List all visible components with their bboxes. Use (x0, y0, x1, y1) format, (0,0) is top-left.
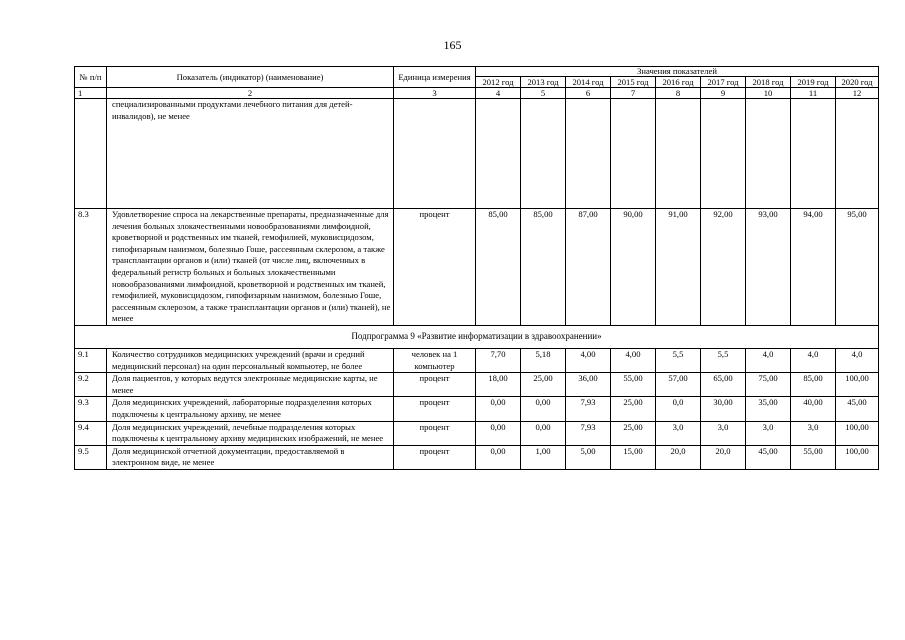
value-cell: 5,5 (656, 348, 701, 372)
value-cell: 4,00 (566, 348, 611, 372)
value-cell: 7,93 (566, 397, 611, 421)
header-year: 2016 год (656, 77, 701, 88)
table-row (75, 373, 879, 397)
value-cell: 75,00 (746, 373, 791, 397)
indicators-table (74, 66, 879, 470)
row-number: 8.3 (75, 209, 107, 326)
value-cell (521, 99, 566, 209)
value-cell: 18,00 (476, 373, 521, 397)
value-cell: 15,00 (611, 445, 656, 469)
value-cell: 1,00 (521, 445, 566, 469)
indicator-text: Количество сотрудников медицинских учреждений (врачи и средний медицинский персонал) на один персональный компьютер, не более (107, 348, 394, 372)
value-cell (791, 99, 836, 209)
unit-cell: процент (394, 421, 476, 445)
value-cell: 4,00 (611, 348, 656, 372)
value-cell: 65,00 (701, 373, 746, 397)
unit-cell: процент (394, 445, 476, 469)
unit-cell: процент (394, 373, 476, 397)
value-cell: 25,00 (521, 373, 566, 397)
header-row-top (75, 67, 879, 77)
value-cell: 5,5 (701, 348, 746, 372)
column-number: 2 (107, 88, 394, 99)
row-number: 9.1 (75, 348, 107, 372)
value-cell: 3,0 (791, 421, 836, 445)
header-values: Значения показателей (476, 67, 879, 77)
value-cell: 3,0 (701, 421, 746, 445)
value-cell: 55,00 (611, 373, 656, 397)
column-number: 11 (791, 88, 836, 99)
value-cell: 87,00 (566, 209, 611, 326)
subprogram-row (75, 325, 879, 348)
row-number: 9.3 (75, 397, 107, 421)
value-cell: 5,18 (521, 348, 566, 372)
value-cell: 93,00 (746, 209, 791, 326)
value-cell: 0,0 (656, 397, 701, 421)
column-number: 6 (566, 88, 611, 99)
header-indicator: Показатель (индикатор) (наименование) (107, 67, 394, 88)
table-row (75, 421, 879, 445)
row-number: 9.2 (75, 373, 107, 397)
value-cell: 4,0 (791, 348, 836, 372)
value-cell: 4,0 (836, 348, 879, 372)
value-cell: 0,00 (476, 397, 521, 421)
value-cell (611, 99, 656, 209)
header-year: 2014 год (566, 77, 611, 88)
header-num: № п/п (75, 67, 107, 88)
value-cell: 7,70 (476, 348, 521, 372)
value-cell: 7,93 (566, 421, 611, 445)
column-numbers-row (75, 88, 879, 99)
value-cell: 85,00 (521, 209, 566, 326)
subprogram-title: Подпрограмма 9 «Развитие информатизации в здравоохранении» (75, 325, 879, 348)
value-cell: 85,00 (476, 209, 521, 326)
value-cell: 100,00 (836, 421, 879, 445)
value-cell: 95,00 (836, 209, 879, 326)
column-number: 9 (701, 88, 746, 99)
column-number: 3 (394, 88, 476, 99)
value-cell: 40,00 (791, 397, 836, 421)
indicator-text: Доля пациентов, у которых ведутся электронные медицинские карты, не менее (107, 373, 394, 397)
value-cell: 35,00 (746, 397, 791, 421)
value-cell: 30,00 (701, 397, 746, 421)
value-cell: 0,00 (521, 397, 566, 421)
row-number: 9.4 (75, 421, 107, 445)
indicator-text: Доля медицинских учреждений, лечебные подразделения которых подключены к центральному архиву медицинских изображений, не менее (107, 421, 394, 445)
value-cell: 45,00 (746, 445, 791, 469)
value-cell: 57,00 (656, 373, 701, 397)
table-row (75, 445, 879, 469)
value-cell: 91,00 (656, 209, 701, 326)
column-number: 5 (521, 88, 566, 99)
unit-cell (394, 99, 476, 209)
value-cell: 36,00 (566, 373, 611, 397)
value-cell: 25,00 (611, 397, 656, 421)
value-cell: 25,00 (611, 421, 656, 445)
header-year: 2020 год (836, 77, 879, 88)
header-unit: Единица измерения (394, 67, 476, 88)
value-cell: 20,0 (656, 445, 701, 469)
header-year: 2012 год (476, 77, 521, 88)
value-cell: 45,00 (836, 397, 879, 421)
column-number: 1 (75, 88, 107, 99)
value-cell: 3,0 (656, 421, 701, 445)
value-cell: 100,00 (836, 373, 879, 397)
value-cell: 4,0 (746, 348, 791, 372)
column-number: 7 (611, 88, 656, 99)
indicator-text: Доля медицинских учреждений, лабораторные подразделения которых подключены к центральному архиву, не менее (107, 397, 394, 421)
value-cell: 3,0 (746, 421, 791, 445)
row-number: 9.5 (75, 445, 107, 469)
unit-cell: процент (394, 397, 476, 421)
value-cell: 85,00 (791, 373, 836, 397)
column-number: 4 (476, 88, 521, 99)
unit-cell: процент (394, 209, 476, 326)
column-number: 8 (656, 88, 701, 99)
page-number: 165 (443, 38, 462, 52)
value-cell: 94,00 (791, 209, 836, 326)
table-row (75, 348, 879, 372)
value-cell (566, 99, 611, 209)
column-number: 12 (836, 88, 879, 99)
value-cell: 92,00 (701, 209, 746, 326)
value-cell: 100,00 (836, 445, 879, 469)
unit-cell: человек на 1 компьютер (394, 348, 476, 372)
indicator-text: Удовлетворение спроса на лекарственные препараты, предназначенные для лечения больных злокачественными новообразованиями лимфоидной, кроветворной и родственных им тканей, гемофилией, муковисцидозом, гипофизарным нанизмом, болезнью Гоше, рассеянным склерозом, а также трансплантации органов и (или) тканей (от числе лиц, включенных в федеральный регистр больных и больных злокачественными новообразованиями лимфоидной, кроветворной и родственных им тканей, гемофилией, муковисцидозом, гипофизарным нанизмом, болезнью Гоше, рассеянным склерозом, а также трансплантации органов и (или) тканей), не менее (107, 209, 394, 326)
value-cell: 20,0 (701, 445, 746, 469)
value-cell (746, 99, 791, 209)
value-cell: 0,00 (476, 445, 521, 469)
column-number: 10 (746, 88, 791, 99)
value-cell: 90,00 (611, 209, 656, 326)
value-cell: 0,00 (476, 421, 521, 445)
header-year: 2013 год (521, 77, 566, 88)
value-cell (656, 99, 701, 209)
value-cell: 5,00 (566, 445, 611, 469)
value-cell (476, 99, 521, 209)
table-row (75, 397, 879, 421)
row-number (75, 99, 107, 209)
value-cell (836, 99, 879, 209)
table-row (75, 99, 879, 209)
indicator-text: специализированными продуктами лечебного питания для детей-инвалидов), не менее (107, 99, 394, 209)
value-cell: 55,00 (791, 445, 836, 469)
header-year: 2015 год (611, 77, 656, 88)
value-cell: 0,00 (521, 421, 566, 445)
value-cell (701, 99, 746, 209)
indicator-text: Доля медицинской отчетной документации, предоставляемой в электронном виде, не менее (107, 445, 394, 469)
header-year: 2017 год (701, 77, 746, 88)
header-year: 2019 год (791, 77, 836, 88)
table-row (75, 209, 879, 326)
header-year: 2018 год (746, 77, 791, 88)
